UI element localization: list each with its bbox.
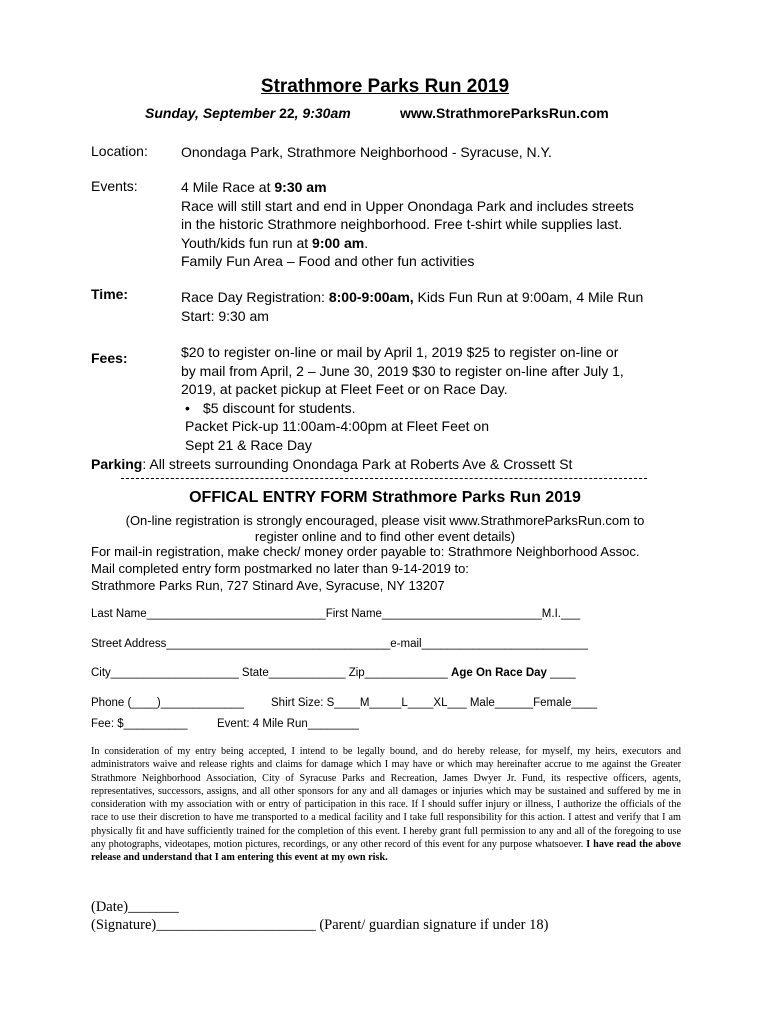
events-label: Events: [91, 178, 138, 194]
events-line-4 [181, 234, 634, 253]
time-line-2: Start: 9:30 am [181, 307, 269, 324]
events-line-1-time: 9:30 am [274, 179, 327, 195]
mail-in-line-3: Strathmore Parks Run, 727 Stinard Ave, Syracuse, NY 13207 [91, 578, 445, 593]
city-fields[interactable] [91, 667, 576, 679]
divider [121, 478, 647, 479]
location-label-text: Location [91, 143, 144, 159]
fees-line-2: by mail from April, 2 – June 30, 2019 $30 to register on-line after July 1, [181, 362, 624, 379]
events-line-5: Family Fun Area – Food and other fun activities [181, 253, 475, 269]
events-line-4-text: Youth/kids fun run at [181, 234, 313, 251]
online-note-2: register online and to find other event details) [254, 529, 516, 544]
name-fields[interactable]: Last Name____________________________First Name_________________________M.I.___ [91, 608, 581, 620]
fees-bullet-text: $5 discount for students. [203, 399, 356, 416]
city-state-zip-fields[interactable]: City____________________ State____________ Zip_____________ [91, 667, 448, 679]
location-label-colon: : [143, 143, 148, 159]
event-date [145, 105, 351, 121]
waiver-text [91, 745, 681, 865]
events-value [181, 178, 634, 271]
parking-info [91, 456, 572, 472]
address-fields[interactable]: Street Address___________________________________e-mail__________________________ [91, 638, 588, 650]
events-line-4-time: 9:00 am [312, 234, 365, 251]
fees-bullet [181, 399, 624, 418]
parking-text: : All streets surrounding Onondaga Park at Roberts Ave & Crossett St [142, 456, 573, 472]
events-line-4-period: . [364, 234, 369, 251]
events-line-1 [181, 178, 634, 197]
mail-in-line-1: For mail-in registration, make check/ money order payable to: Strathmore Neighborhood Assoc. [91, 544, 640, 559]
age-label: Age On Race Day [451, 667, 547, 679]
parking-label: Parking [91, 456, 143, 472]
time-value [181, 288, 643, 325]
website: www.StrathmoreParksRun.com [400, 105, 609, 121]
fees-value [181, 343, 624, 454]
fee-field[interactable]: Fee: $__________ [91, 718, 188, 730]
bullet-icon: • [185, 399, 190, 416]
time-line-1 [181, 288, 643, 307]
mail-in-instructions [91, 543, 639, 594]
waiver-body: In consideration of my entry being accepted, I intend to be legally bound, and do hereby release, for myself, my heirs, executors and administrators waive and release rights and claims for damage which I may have or which may hereinafter accrue to me against the Greater Strathmore Neighborhood Association, City of Syracuse Parks and Recreation, James Dwyer Jr. Fund, its respective officers, agents, representatives, successors, assigns, and all other sponsors for any and all damages or injuries which may be sustained and suffered by me in consideration with my association with or entry of participation in this race. If I should suffer injury or illness, I authorize the officials of the race to use their discretion to have me transported to a medical facility and I take full responsibility for this action. I attest and verify that I am physically fit and have sufficiently trained for the completion of this event. I hereby grant full permission to any and all of the foregoing to use any photographs, videotapes, motion pictures, recordings, or any other record of this event for any purpose whatsoever. [91, 746, 681, 851]
mail-in-line-2: Mail completed entry form postmarked no later than 9-14-2019 to: [91, 561, 469, 576]
event-field[interactable]: Event: 4 Mile Run________ [217, 718, 359, 730]
fees-line-1: $20 to register on-line or mail by April 1, 2019 $25 to register on-line or [181, 344, 619, 360]
online-note-1: (On-line registration is strongly encouraged, please visit www.StrathmoreParksRun.com to [125, 513, 645, 528]
location-value [181, 143, 552, 162]
fees-line-5: Packet Pick-up 11:00am-4:00pm at Fleet Feet on [185, 418, 490, 434]
events-line-1-text: 4 Mile Race at [181, 179, 275, 195]
event-date-day: 22 [279, 105, 295, 121]
location-text: Onondaga Park, Strathmore Neighborhood - Syracuse, N.Y. [181, 144, 552, 160]
shirt-gender-fields[interactable]: Shirt Size: S____M_____L____XL___ Male______Female____ [271, 697, 598, 709]
events-line-2: Race will still start and end in Upper Onondaga Park and includes streets [181, 197, 634, 214]
waiver-acknowledgement: I have read the above release and understand that I am entering this event at my own risk. [91, 839, 681, 864]
time-line-1-text: Race Day Registration: [181, 289, 329, 305]
time-label: Time: [91, 286, 129, 302]
location-label [91, 143, 148, 159]
fees-line-6: Sept 21 & Race Day [185, 436, 312, 453]
events-line-3: in the historic Strathmore neighborhood. Free t-shirt while supplies last. [181, 216, 623, 232]
entry-form-title: OFFICAL ENTRY FORM Strathmore Parks Run 2019 [189, 489, 581, 506]
fees-label: Fees: [91, 350, 128, 366]
phone-field[interactable]: Phone (____)_____________ [91, 697, 244, 709]
time-line-1-tail: Kids Fun Run at 9:00am, 4 Mile Run [413, 289, 644, 305]
signature-line[interactable]: (Signature)______________________ (Parent/ guardian signature if under 18) [91, 917, 549, 933]
event-date-prefix: Sunday, September [145, 105, 280, 121]
page-title: Strathmore Parks Run 2019 [260, 76, 510, 97]
event-date-time: , 9:30am [294, 105, 351, 121]
date-line[interactable]: (Date)_______ [91, 899, 179, 915]
fees-line-3: 2019, at packet pickup at Fleet Feet or on Race Day. [181, 381, 508, 397]
age-field[interactable]: ____ [546, 667, 576, 679]
time-line-1-hours: 8:00-9:00am, [328, 289, 414, 305]
